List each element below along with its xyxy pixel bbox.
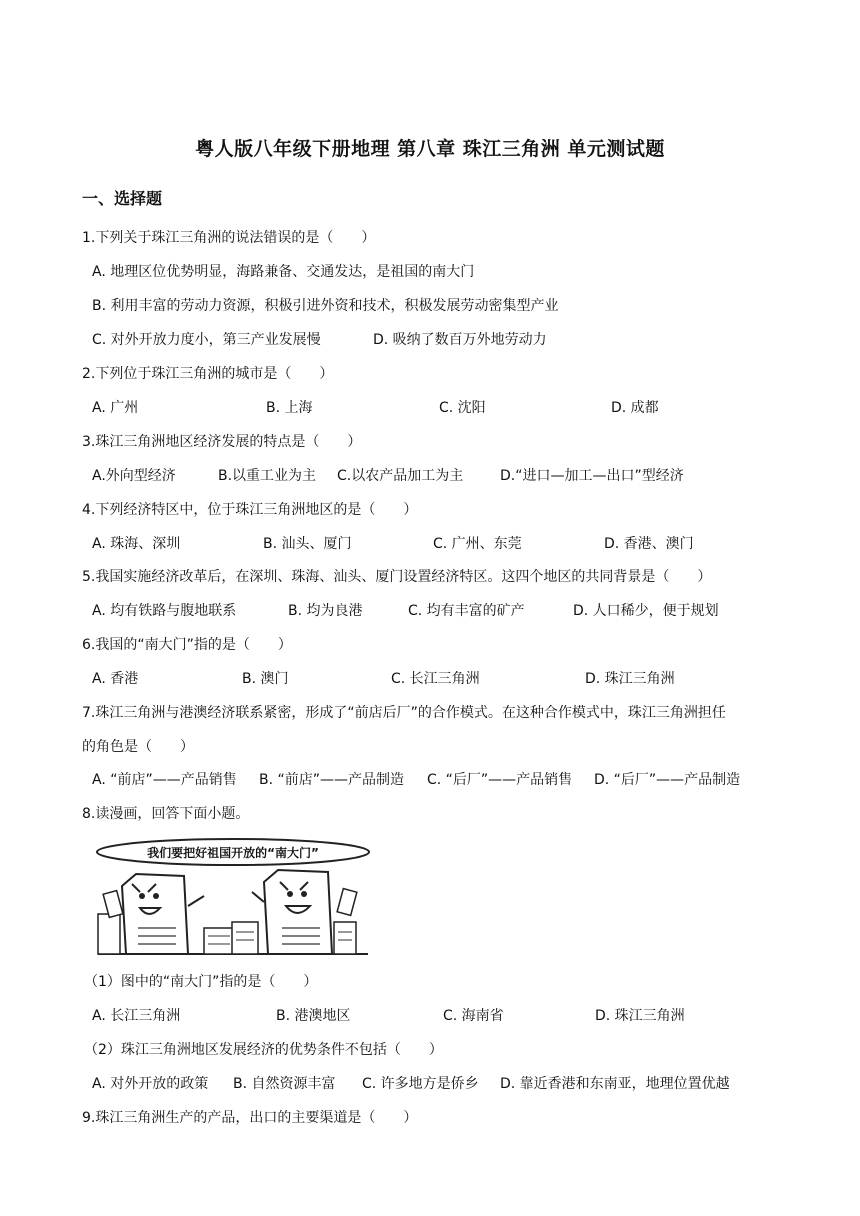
question-1-option-b: B. 利用丰富的劳动力资源，积极引进外资和技术，积极发展劳动密集型产业 [92,298,559,314]
question-7-option-d: D. “后厂”——产品制造 [594,772,741,788]
question-3-option-a: A.外向型经济 [92,468,176,484]
question-6-option-d: D. 珠江三角洲 [585,671,675,687]
question-8-sub-1-option-d: D. 珠江三角洲 [595,1008,685,1024]
question-8-sub-1-option-a: A. 长江三角洲 [92,1008,181,1024]
question-6-option-a: A. 香港 [92,671,139,687]
question-2-stem: 2.下列位于珠江三角洲的城市是（ ） [82,366,334,382]
question-3-stem: 3.珠江三角洲地区经济发展的特点是（ ） [82,434,362,450]
question-7-option-a: A. “前店”——产品销售 [92,772,237,788]
question-2-option-c: C. 沈阳 [439,400,486,416]
question-2-option-d: D. 成都 [611,400,659,416]
question-5-option-c: C. 均有丰富的矿产 [408,603,525,619]
question-8-sub-2-stem: （2）珠江三角洲地区发展经济的优势条件不包括（ ） [84,1042,443,1058]
question-8-stem: 8.读漫画，回答下面小题。 [82,806,250,822]
question-7-stem-line-2: 的角色是（ ） [82,739,194,755]
question-3-option-c: C.以农产品加工为主 [337,468,464,484]
question-5-stem: 5.我国实施经济改革后，在深圳、珠海、汕头、厦门设置经济特区。这四个地区的共同背景是（ ） [82,569,712,585]
section-heading: 一、选择题 [82,189,163,208]
question-8-sub-2-option-c: C. 许多地方是侨乡 [362,1076,479,1092]
question-7-option-c: C. “后厂”——产品销售 [427,772,573,788]
document-title: 粤人版八年级下册地理 第八章 珠江三角洲 单元测试题 [195,138,665,160]
cartoon-illustration [92,836,374,958]
question-4-option-c: C. 广州、东莞 [433,536,522,552]
cartoon-caption: 我们要把好祖国开放的“南大门” [147,846,319,860]
question-3-option-b: B.以重工业为主 [218,468,317,484]
question-8-sub-2-option-a: A. 对外开放的政策 [92,1076,209,1092]
question-9-stem: 9.珠江三角洲生产的产品，出口的主要渠道是（ ） [82,1110,418,1126]
question-1-option-c: C. 对外开放力度小，第三产业发展慢 [92,332,321,348]
question-1-option-a: A. 地理区位优势明显，海路兼备、交通发达，是祖国的南大门 [92,264,475,280]
question-4-stem: 4.下列经济特区中，位于珠江三角洲地区的是（ ） [82,502,418,518]
question-2-option-a: A. 广州 [92,400,139,416]
question-6-option-c: C. 长江三角洲 [391,671,480,687]
question-4-option-a: A. 珠海、深圳 [92,536,181,552]
question-1-option-d: D. 吸纳了数百万外地劳动力 [373,332,547,348]
question-5-option-b: B. 均为良港 [288,603,363,619]
question-7-stem-line-1: 7.珠江三角洲与港澳经济联系紧密，形成了“前店后厂”的合作模式。在这种合作模式中，珠江三角洲担任 [82,705,726,721]
question-4-option-b: B. 汕头、厦门 [263,536,352,552]
question-4-option-d: D. 香港、澳门 [604,536,694,552]
question-3-option-d: D.“进口—加工—出口”型经济 [500,468,684,484]
question-8-sub-1-stem: （1）图中的“南大门”指的是（ ） [84,974,318,990]
question-8-sub-1-option-c: C. 海南省 [443,1008,504,1024]
question-5-option-a: A. 均有铁路与腹地联系 [92,603,237,619]
question-5-option-d: D. 人口稀少，便于规划 [573,603,719,619]
question-6-stem: 6.我国的“南大门”指的是（ ） [82,637,292,653]
question-8-sub-1-option-b: B. 港澳地区 [276,1008,351,1024]
question-2-option-b: B. 上海 [266,400,313,416]
question-8-sub-2-option-d: D. 靠近香港和东南亚，地理位置优越 [500,1076,730,1092]
question-6-option-b: B. 澳门 [242,671,289,687]
question-7-option-b: B. “前店”——产品制造 [259,772,405,788]
cartoon-drawing [92,836,374,958]
question-8-sub-2-option-b: B. 自然资源丰富 [233,1076,336,1092]
question-1-stem: 1.下列关于珠江三角洲的说法错误的是（ ） [82,230,376,246]
